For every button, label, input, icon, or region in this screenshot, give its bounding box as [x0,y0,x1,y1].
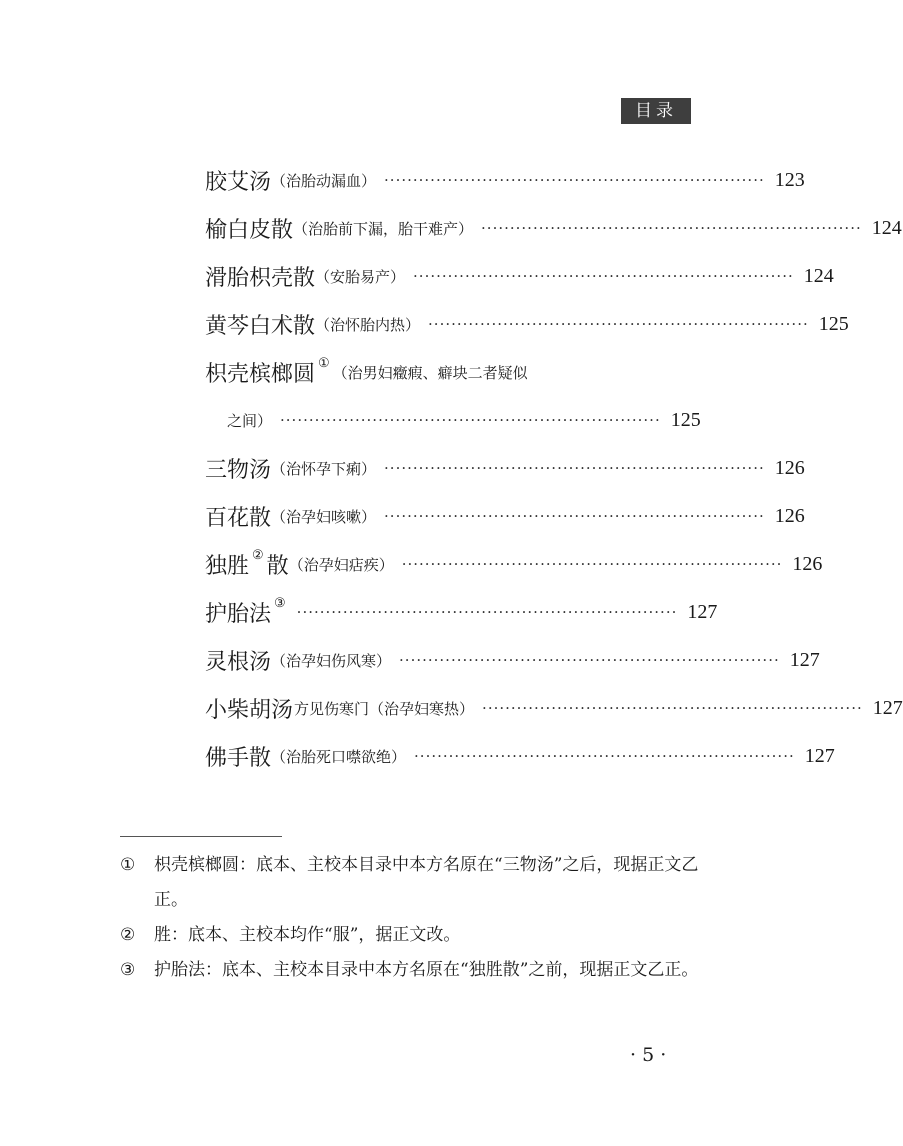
entry-page: 126 [774,504,805,527]
footnote [120,953,700,988]
entry-note: （治孕妇伤风寒） [271,651,392,670]
table-of-contents [205,156,903,780]
footnote-divider [120,836,282,837]
entry-inline-note: 方见伤寒门 [294,699,370,718]
entry-page: 124 [803,264,834,287]
toc-entry[interactable] [205,204,902,252]
footnote-marker[interactable]: ① [318,355,330,371]
dot-leader: ·································································· [428,315,809,333]
entry-name: 灵根汤 [205,649,272,675]
toc-entry[interactable] [205,636,820,684]
entry-name: 佛手散 [205,745,272,771]
entry-page: 127 [687,600,718,623]
toc-entry[interactable] [205,684,903,732]
footnote [120,918,700,953]
footnote-text: 枳壳槟榔圆：底本、主校本目录中本方名原在“三物汤”之后，现据正文乙正。 [154,855,699,910]
entry-name: 护胎法 [205,601,272,627]
entry-note: （治胎前下漏，胎干难产） [293,219,474,238]
entry-name-part: 独胜 [205,553,250,579]
section-header-tab: 目录 [621,98,691,124]
entry-name: 小柴胡汤 [205,697,294,723]
dot-leader: ·································································· [280,411,661,429]
footnotes [120,848,700,988]
entry-page: 127 [789,648,820,671]
entry-name: 榆白皮散 [205,217,294,243]
dot-leader: ·································································· [401,555,783,573]
entry-page: 127 [804,744,835,767]
toc-entry[interactable] [205,348,680,396]
toc-entry[interactable] [205,444,805,492]
toc-entry[interactable] [205,492,805,540]
entry-name: 滑胎枳壳散 [205,265,316,291]
toc-entry[interactable] [205,732,835,780]
toc-entry[interactable] [205,252,834,300]
entry-name: 百花散 [205,505,272,531]
dot-leader: ·································································· [384,507,765,525]
entry-page: 127 [872,696,903,719]
entry-page: 126 [774,456,805,479]
toc-entry-continuation[interactable] [205,396,701,444]
entry-page: 123 [774,168,805,191]
entry-page: 125 [670,408,701,431]
entry-name: 枳壳槟榔圆 [205,361,316,387]
footnote-marker[interactable]: ③ [274,595,286,611]
entry-note: （治孕妇咳嗽） [271,507,377,526]
entry-name-part: 散 [266,553,289,579]
page-number: · 5 · [630,1044,667,1066]
entry-note: （安胎易产） [315,267,406,286]
dot-leader: ·································································· [413,267,794,285]
dot-leader: ·································································· [482,699,863,717]
entry-note: （治孕妇寒热） [369,699,475,718]
dot-leader: ·································································· [384,459,765,477]
entry-name: 三物汤 [205,457,272,483]
dot-leader: ·································································· [414,747,795,765]
footnote-marker[interactable]: ② [252,547,264,563]
entry-page: 126 [792,552,823,575]
entry-name: 胶艾汤 [205,169,272,195]
footnote-text: 护胎法：底本、主校本目录中本方名原在“独胜散”之前，现据正文乙正。 [154,960,699,980]
dot-leader: ·································································· [481,219,862,237]
dot-leader: ·································································· [384,171,765,189]
dot-leader: ·································································· [399,651,780,669]
footnote [120,848,700,918]
entry-note: （治男妇癥瘕、癖块二者疑似 [332,363,528,382]
entry-note: （治胎死口噤欲绝） [271,747,407,766]
entry-note: （治怀胎内热） [315,315,421,334]
entry-note: （治胎动漏血） [271,171,377,190]
footnote-number: ② [120,925,136,945]
footnote-number: ① [120,855,136,875]
toc-entry[interactable] [205,300,849,348]
entry-page: 125 [818,312,849,335]
entry-name: 黄芩白术散 [205,313,316,339]
toc-entry[interactable] [205,588,718,636]
entry-note-continuation: 之间） [227,411,273,430]
toc-entry[interactable] [205,540,823,588]
toc-entry[interactable] [205,156,805,204]
entry-note: （治怀孕下痢） [271,459,377,478]
dot-leader: ·································································· [296,603,678,621]
footnote-text: 胜：底本、主校本均作“服”，据正文改。 [154,925,461,945]
entry-note: （治孕妇痁疾） [288,555,394,574]
footnote-number: ③ [120,960,136,980]
entry-page: 124 [871,216,902,239]
